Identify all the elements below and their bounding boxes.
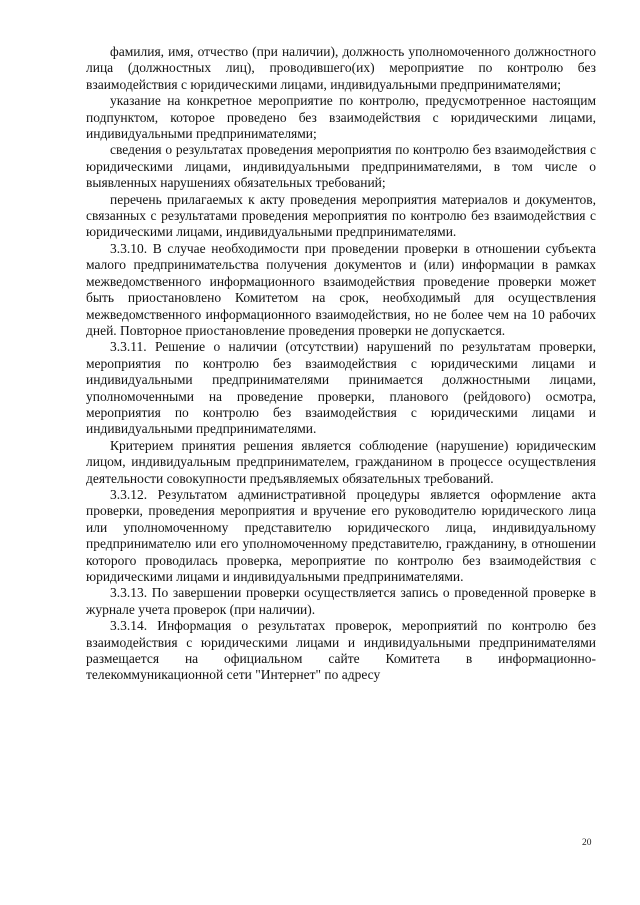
paragraph-3-3-14: 3.3.14. Информация о результатах проверок, мероприятий по контролю без взаимодействия с юридическими лицами и индивидуальными предпринимателями размещается на официальном сайте Комитета в информационно-телекоммуникационной сети "Интернет" по адресу [86,618,596,683]
paragraph-attached-materials: перечень прилагаемых к акту проведения мероприятия материалов и документов, связанных с результатами проведения мероприятия по контролю без взаимодействия с юридическими лицами, индивидуальными предпринимателями. [86,191,596,240]
paragraph-3-3-11: 3.3.11. Решение о наличии (отсутствии) нарушений по результатам проверки, мероприятия по контролю без взаимодействия с юридическими лицами и индивидуальными предпринимателями принимается должностными лицами, уполномоченными на проведение проверки, планового (рейдового) осмотра, мероприятия по контролю без взаимодействия с юридическими лицами и индивидуальными предпринимателями. [86,339,596,437]
page-number: 20 [582,838,592,848]
paragraph-3-3-12: 3.3.12. Результатом административной процедуры является оформление акта проверки, проведения мероприятия и вручение его руководителю юридического лица или уполномоченному представителю юридического лица, индивидуальному предпринимателю или его уполномоченному представителю, гражданину, в отношении которого проводилась проверка, мероприятие по контролю без взаимодействия с юридическими лицами и индивидуальными предпринимателями. [86,486,596,584]
paragraph-measure-indication: указание на конкретное мероприятие по контролю, предусмотренное настоящим подпунктом, которое проведено без взаимодействия с юридическими лицами, индивидуальными предпринимателями; [86,93,596,142]
paragraph-3-3-10: 3.3.10. В случае необходимости при проведении проверки в отношении субъекта малого предпринимательства получения документов и (или) информации в рамках межведомственного информационного взаимодействия проведение проверки может быть приостановлено Комитетом на срок, необходимый для осуществления межведомственного информационного взаимодействия, но не более чем на 10 рабочих дней. Повторное приостановление проведения проверки не допускается. [86,240,596,338]
paragraph-official-name: фамилия, имя, отчество (при наличии), должность уполномоченного должностного лица (должностных лиц), проводившего(их) мероприятие по контролю без взаимодействия с юридическими лицами, индивидуальными предпринимателями; [86,44,596,92]
paragraph-results-info: сведения о результатах проведения мероприятия по контролю без взаимодействия с юридическими лицами, индивидуальными предпринимателями, в том числе о выявленных нарушениях обязательных требований; [86,142,596,191]
paragraph-3-3-13: 3.3.13. По завершении проверки осуществляется запись о проведенной проверке в журнале учета проверок (при наличии). [86,585,596,617]
document-body [86,44,596,684]
paragraph-decision-criterion: Критерием принятия решения является соблюдение (нарушение) юридическим лицом, индивидуальным предпринимателем, гражданином в процессе осуществления деятельности совокупности предъявляемых обязательных требований. [86,437,596,486]
